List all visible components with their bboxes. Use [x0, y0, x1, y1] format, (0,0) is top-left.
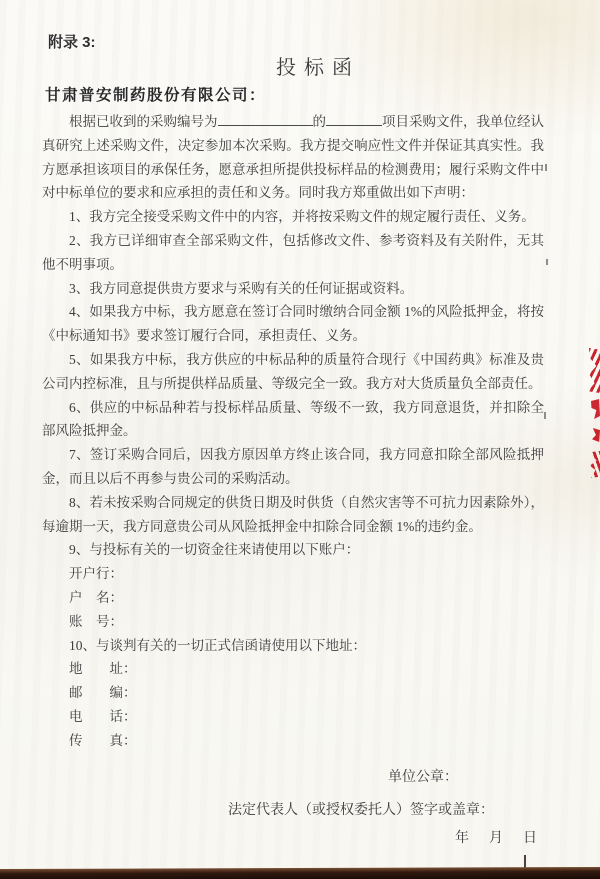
company-seal-label: 单位公章：	[388, 769, 458, 785]
addressee-company: 甘肃普安制药股份有限公司：	[45, 87, 267, 104]
scan-speck	[524, 855, 526, 868]
appendix-label: 附录 3:	[48, 34, 96, 51]
letter-body	[42, 110, 544, 753]
scan-speck	[546, 259, 548, 265]
phone-field: 电 话：	[69, 708, 137, 724]
declaration-item-6: 6、供应的中标品种若与投标样品质量、等级不一致，我方同意退货，并扣除全部风险抵押金。	[42, 399, 544, 439]
account-name-field: 户 名：	[69, 589, 123, 605]
red-stamp-fragment	[591, 399, 600, 419]
declaration-item-2: 2、我方已详细审查全部采购文件，包括修改文件、参考资料及有关附件，无其他不明事项。	[42, 232, 544, 272]
scan-speck	[544, 412, 546, 419]
bank-name-field: 开户行：	[69, 566, 123, 582]
postcode-field: 邮 编：	[69, 685, 137, 701]
procurement-number-blank	[218, 111, 313, 126]
signature-block	[0, 768, 600, 849]
declaration-item-5: 5、如果我方中标，我方供应的中标品种的质量符合现行《中国药典》标准及贵公司内控标准，且与所提供样品质量、等级完全一致。我方对大货质量负全部责任。	[42, 351, 544, 391]
declaration-item-3: 3、我方同意提供贵方要求与采购有关的任何证据或资料。	[69, 280, 414, 296]
document-title: 投标函	[276, 57, 360, 79]
account-number-field: 账 号：	[69, 613, 123, 629]
intro-paragraph	[42, 110, 544, 205]
declaration-item-4: 4、如果我方中标，我方愿意在签订合同时缴纳合同金额 1%的风险抵押金，将按《中标通知书》要求签订履行合同，承担责任、义务。	[42, 304, 544, 344]
declaration-item-9: 9、与投标有关的一切资金往来请使用以下账户：	[69, 542, 360, 558]
declaration-item-7: 7、签订采购合同后，因我方原因单方终止该合同，我方同意扣除全部风险抵押金，而且以后不再参与贵公司的采购活动。	[42, 447, 544, 486]
declaration-item-10: 10、与谈判有关的一切正式信函请使用以下地址：	[69, 637, 366, 653]
red-stamp-fragment	[588, 348, 600, 393]
intro-text-mid: 的	[312, 114, 326, 129]
declaration-item-8: 8、若未按采购合同规定的供货日期及时供货（自然灾害等不可抗力因素除外），每逾期一天，我方同意贵公司从风险抵押金中扣除合同金额 1%的违约金。	[42, 494, 544, 534]
red-stamp-fragment	[589, 451, 600, 478]
declaration-item-1: 1、我方完全接受采购文件中的内容，并将按采购文件的规定履行责任、义务。	[69, 209, 535, 225]
legal-representative-label: 法定代表人（或授权委托人）签字或盖章：	[228, 802, 494, 818]
project-name-blank	[326, 111, 382, 126]
intro-text-pre: 根据已收到的采购编号为	[69, 114, 218, 129]
date-label: 年 月 日	[455, 830, 540, 846]
address-field: 地 址：	[69, 661, 137, 677]
red-stamp-fragment	[592, 428, 600, 442]
fax-field: 传 真：	[69, 732, 137, 748]
scan-speck	[545, 164, 547, 171]
intro-text-post: 项目采购文件，我单位经认真研究上述采购文件，决定参加本次采购。我方提交响应性文件并保证其真实性。我方愿承担该项目的承保任务，愿意承担所提供投标样品的检测费用；履行采购文件中对中标单位的要求和应承担的责任和义务。同时我方郑重做出如下声明：	[42, 114, 544, 201]
scanner-edge-band	[0, 867, 600, 879]
